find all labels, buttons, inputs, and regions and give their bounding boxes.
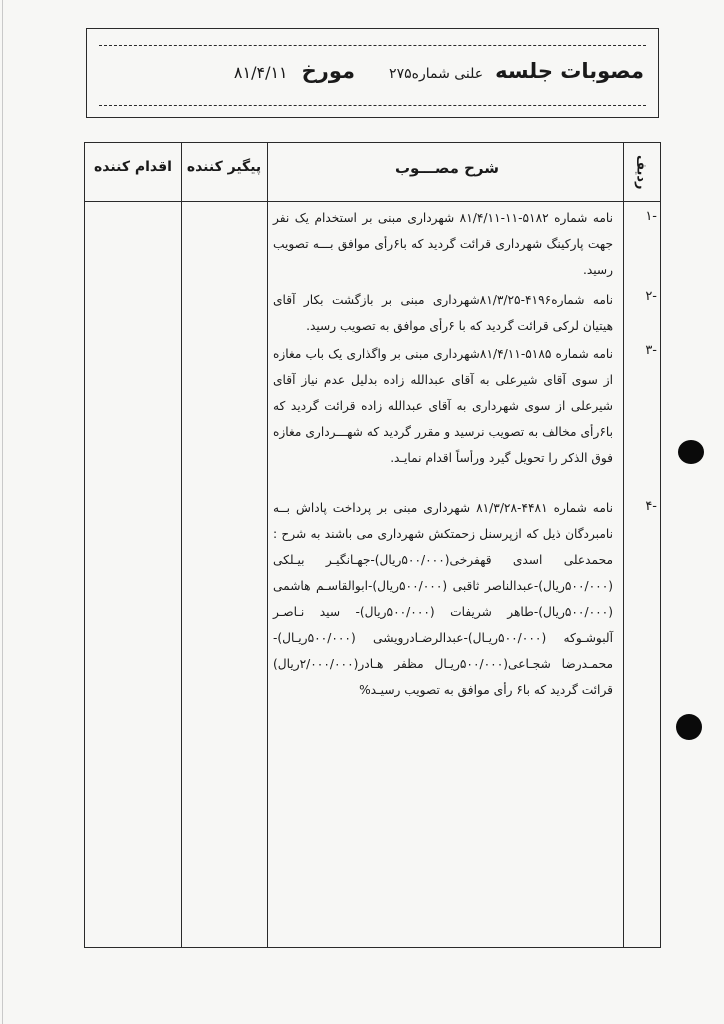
item-number: -۳: [645, 343, 657, 358]
column-divider: [267, 143, 268, 947]
header-row-divider: [85, 201, 660, 202]
item-text: نامه شماره ۵۱۸۲-۱۱-۸۱/۴/۱۱ شهرداری مبنی بر استخدام یک نفر جهت پارکینگ شهرداری قرائت گردید که با۶رأی موافق بـــه تصویب رسید.: [273, 211, 613, 277]
column-header-follow-up: پیگیر کننده: [186, 159, 262, 175]
item-text: نامه شماره ۵۱۸۵-۸۱/۴/۱۱شهرداری مبنی بر واگذاری یک باب مغازه از سوی آقای شیرعلی به آقای عبدالله زاده بدلیل عدم نیاز آقای شیرعلی از سوی شهرداری به آقای عبدالله زاده قرائت گردید که با۶رأی مخالف به تصویب نرسید و مقرر گردید که شهـــرداری مغازه فوق الذکر را تحویل گیرد ورأساً اقدام نمایـد.: [273, 347, 613, 465]
column-header-description: شرح مصـــوب: [394, 159, 500, 177]
column-header-row-number: ردیف: [633, 154, 649, 190]
item-number: -۲: [645, 289, 657, 304]
column-header-action: اقدام کننده: [94, 159, 172, 175]
punch-hole: [678, 440, 704, 464]
punch-hole: [676, 714, 702, 740]
item-number: -۴: [645, 499, 657, 514]
header-box: [86, 28, 659, 118]
page-title: مصوبات جلسه: [495, 59, 644, 83]
column-divider: [623, 143, 624, 947]
session-date: ۸۱/۴/۱۱: [233, 63, 288, 82]
item-text: نامه شماره۴۱۹۶-۸۱/۳/۲۵شهرداری مبنی بر بازگشت بکار آقای هیتیان لرکی قرائت گردید که با ۶رأی موافق به تصویب رسید.: [273, 293, 613, 333]
resolutions-table: [84, 142, 661, 948]
session-number: علنی شماره۲۷۵: [389, 66, 484, 82]
header-dashed-line-top: [99, 45, 646, 46]
column-divider: [181, 143, 182, 947]
page-edge: [2, 0, 3, 1024]
date-label: مورخ: [301, 59, 356, 83]
title-line: [101, 59, 644, 95]
item-text: نامه شماره ۴۴۸۱-۸۱/۳/۲۸ شهرداری مبنی بر پرداخت پاداش بــه نامبردگان ذیل که ازپرسنل زحمتکش شهرداری می باشند به شرح : محمدعلی اسدی قهفرخی(۵۰۰/۰۰۰ریال)-جهـانگیـر بیـلکی (۵۰۰/۰۰۰ریال)-عبدالناصر ثاقبی (۵۰۰/۰۰۰ریال)-ابوالقاسـم هاشمی (۵۰۰/۰۰۰ریال)-طاهر شریفات (۵۰۰/۰۰۰ریال)- سید نـاصـر آلبوشـوکه (۵۰۰/۰۰۰ریـال)-عبدالرضـادرویشی (۵۰۰/۰۰۰ریـال)-محمـدرضا شجـاعی(۵۰۰/۰۰۰ریـال مظفر هـادر(۲/۰۰۰/۰۰۰ریال) قرائت گردید که با۶ رأی موافق به تصویب رسیـد%: [273, 501, 614, 697]
item-number: -۱: [645, 209, 657, 224]
header-dashed-line-bottom: [99, 105, 646, 106]
